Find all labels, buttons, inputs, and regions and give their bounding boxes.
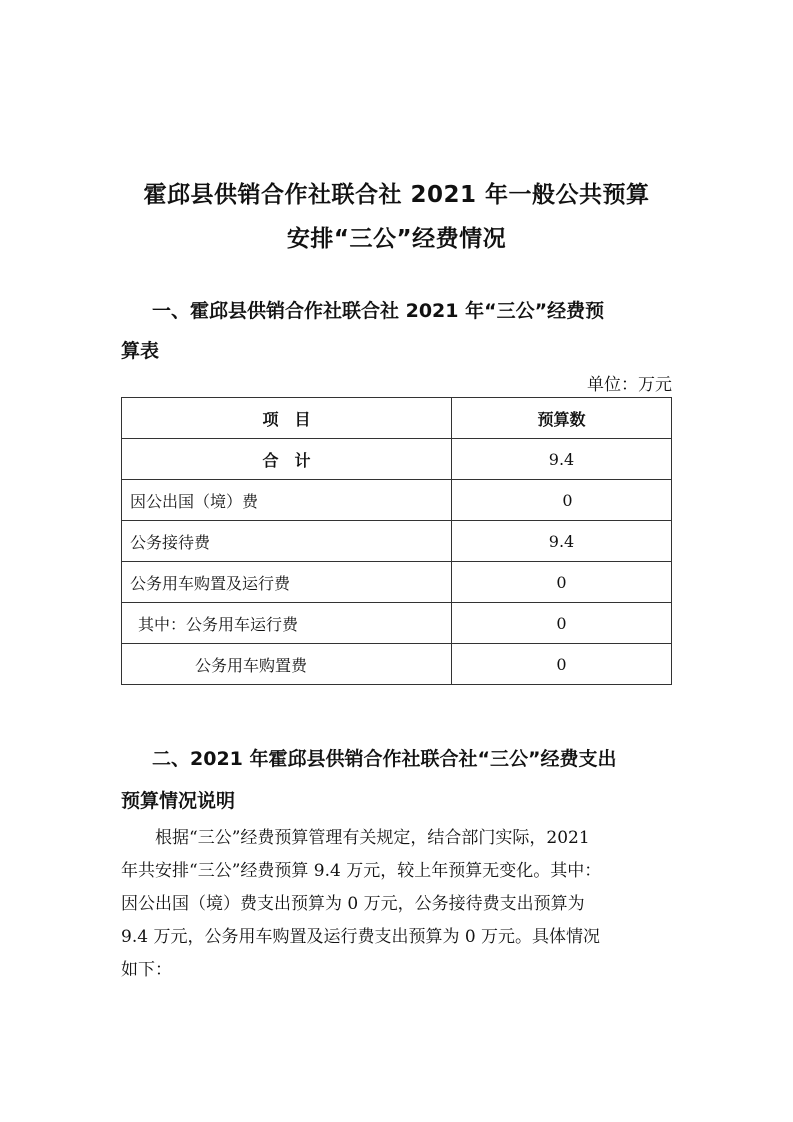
paragraph-line: 年共安排“三公”经费预算 9.4 万元，较上年预算无变化。其中： (121, 861, 602, 881)
header-item: 项 目 (122, 398, 452, 439)
table-row (122, 480, 672, 521)
explanation-paragraph (121, 822, 674, 987)
row-value: 0 (452, 644, 672, 685)
row-label: 其中：公务用车运行费 (122, 603, 452, 644)
table-row (122, 521, 672, 562)
row-value: 9.4 (452, 521, 672, 562)
row-value: 9.4 (452, 439, 672, 480)
table-row (122, 644, 672, 685)
budget-table (121, 397, 672, 685)
document-title-line-1: 霍邱县供销合作社联合社 2021 年一般公共预算 (143, 182, 650, 208)
row-value: 0 (452, 562, 672, 603)
row-label: 公务用车购置及运行费 (122, 562, 452, 603)
section-2-heading-line-1: 二、2021 年霍邱县供销合作社联合社“三公”经费支出 (152, 748, 617, 770)
document-title-line-2: 安排“三公”经费情况 (286, 226, 507, 252)
table-row-total (122, 439, 672, 480)
table-header-row (122, 398, 672, 439)
section-1-heading-line-1: 一、霍邱县供销合作社联合社 2021 年“三公”经费预 (152, 300, 605, 322)
table-row (122, 603, 672, 644)
row-label: 合 计 (122, 439, 452, 480)
paragraph-line: 9.4 万元，公务用车购置及运行费支出预算为 0 万元。具体情况 (121, 927, 601, 947)
row-value: 0 (452, 603, 672, 644)
row-label: 因公出国（境）费 (122, 480, 452, 521)
row-label: 公务接待费 (122, 521, 452, 562)
section-2-heading-line-2: 预算情况说明 (121, 790, 236, 812)
row-label: 公务用车购置费 (122, 644, 452, 685)
row-value: 0 (452, 480, 672, 521)
section-1-heading-line-2: 算表 (121, 340, 160, 362)
paragraph-line: 因公出国（境）费支出预算为 0 万元，公务接待费支出预算为 (121, 894, 585, 914)
table-row (122, 562, 672, 603)
unit-label: 单位：万元 (587, 375, 672, 395)
paragraph-line: 根据“三公”经费预算管理有关规定，结合部门实际，2021 (155, 828, 590, 848)
header-budget: 预算数 (452, 398, 672, 439)
paragraph-line: 如下： (121, 960, 172, 980)
